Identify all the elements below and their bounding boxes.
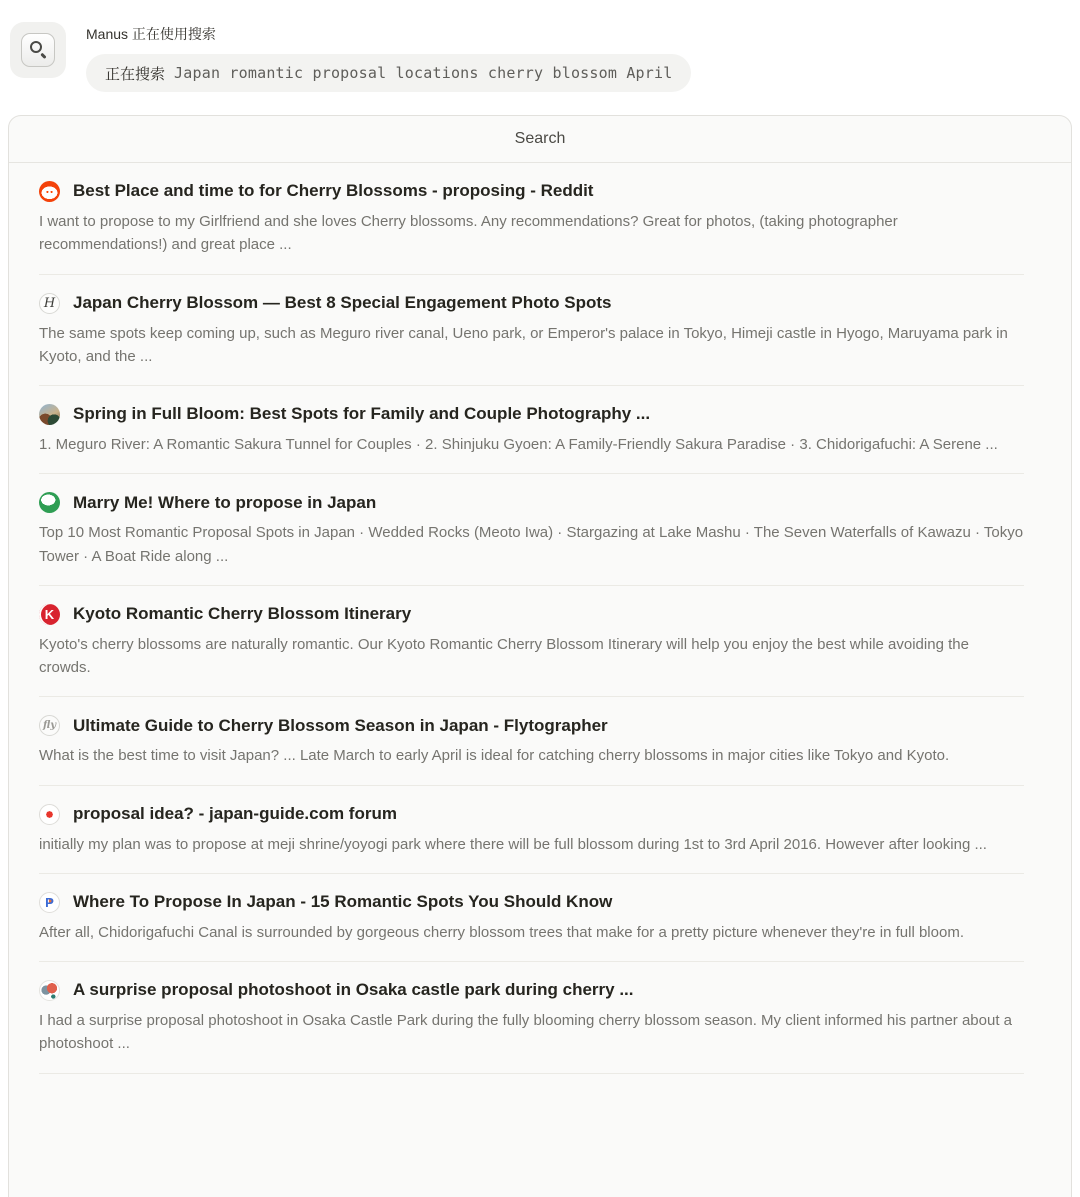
flytographer-favicon: fly — [39, 715, 60, 736]
result-title[interactable]: Spring in Full Bloom: Best Spots for Family and Couple Photography ... — [73, 404, 651, 424]
search-result-row[interactable] — [9, 163, 1071, 274]
script-h-favicon: H — [39, 293, 60, 314]
search-result-row[interactable] — [9, 275, 1071, 386]
agent-status-label: Manus 正在使用搜索 — [86, 26, 216, 42]
artwork-favicon — [39, 404, 60, 425]
search-query-text: Japan romantic proposal locations cherry blossom April — [174, 64, 673, 82]
result-title[interactable]: Marry Me! Where to propose in Japan — [73, 492, 377, 512]
aperture-favicon — [39, 980, 60, 1001]
search-icon — [30, 41, 42, 53]
result-snippet: initially my plan was to propose at meji shrine/yoyogi park where there will be full blossom during 1st to 3rd April 2016. However after looking ... — [39, 835, 987, 853]
result-snippet: What is the best time to visit Japan? ... Late March to early April is ideal for catching cherry blossoms in major cities like Tokyo and Kyoto. — [39, 747, 950, 765]
result-snippet: After all, Chidorigafuchi Canal is surrounded by gorgeous cherry blossom trees that make for a pretty picture whenever they're in full bloom. — [39, 923, 964, 941]
search-result-row[interactable] — [9, 474, 1071, 585]
japan-guide-favicon — [39, 804, 60, 825]
panel-title: Search — [514, 130, 566, 147]
search-result-row[interactable] — [9, 874, 1071, 961]
search-tool-box — [10, 22, 66, 78]
green-leaf-favicon — [39, 492, 60, 513]
p-logo-favicon: P — [39, 892, 60, 913]
search-result-row[interactable] — [9, 786, 1071, 873]
agent-status-header — [0, 0, 1080, 92]
result-title[interactable]: A surprise proposal photoshoot in Osaka castle park during cherry ... — [73, 980, 634, 1000]
result-title[interactable]: Japan Cherry Blossom — Best 8 Special Engagement Photo Spots — [73, 292, 612, 312]
result-title[interactable]: Best Place and time to for Cherry Blossoms - proposing - Reddit — [73, 181, 594, 201]
result-title[interactable]: Where To Propose In Japan - 15 Romantic Spots You Should Know — [73, 892, 613, 912]
search-result-row[interactable] — [9, 962, 1071, 1073]
panel-header — [9, 116, 1071, 163]
result-snippet: The same spots keep coming up, such as Meguro river canal, Ueno park, or Emperor's palace in Tokyo, Himeji castle in Hyogo, Maruyama park in Kyoto, and the ... — [39, 324, 1008, 365]
red-k-favicon: K — [39, 604, 60, 625]
search-results-panel — [8, 115, 1072, 1197]
result-title[interactable]: proposal idea? - japan-guide.com forum — [73, 803, 397, 823]
search-query-pill — [86, 54, 691, 92]
search-result-row[interactable] — [9, 586, 1071, 697]
result-divider — [39, 1073, 1024, 1074]
search-action-prefix: 正在搜索 — [105, 65, 166, 83]
result-snippet: 1. Meguro River: A Romantic Sakura Tunnel for Couples · 2. Shinjuku Gyoen: A Family-Friendly Sakura Paradise · 3. Chidorigafuchi: A Serene ... — [39, 436, 998, 453]
result-snippet: Top 10 Most Romantic Proposal Spots in Japan · Wedded Rocks (Meoto Iwa) · Stargazing at Lake Mashu · The Seven Waterfalls of Kawazu · Tokyo Tower · A Boat Ride along ... — [39, 524, 1024, 565]
result-title[interactable]: Ultimate Guide to Cherry Blossom Season in Japan - Flytographer — [73, 715, 608, 735]
result-snippet: Kyoto's cherry blossoms are naturally romantic. Our Kyoto Romantic Cherry Blossom Itinerary will help you enjoy the best while avoiding the crowds. — [39, 635, 969, 676]
search-result-row[interactable] — [9, 386, 1071, 473]
reddit-favicon — [39, 181, 60, 202]
result-snippet: I want to propose to my Girlfriend and she loves Cherry blossoms. Any recommendations? Great for photos, (taking photographer recommendations!) and great place ... — [39, 213, 898, 254]
search-result-row[interactable] — [9, 697, 1071, 784]
result-title[interactable]: Kyoto Romantic Cherry Blossom Itinerary — [73, 604, 412, 624]
search-tool-button — [21, 33, 55, 67]
results-list — [9, 163, 1071, 1074]
result-snippet: I had a surprise proposal photoshoot in Osaka Castle Park during the fully blooming cherry blossom season. My client informed his partner about a photoshoot ... — [39, 1012, 1013, 1053]
